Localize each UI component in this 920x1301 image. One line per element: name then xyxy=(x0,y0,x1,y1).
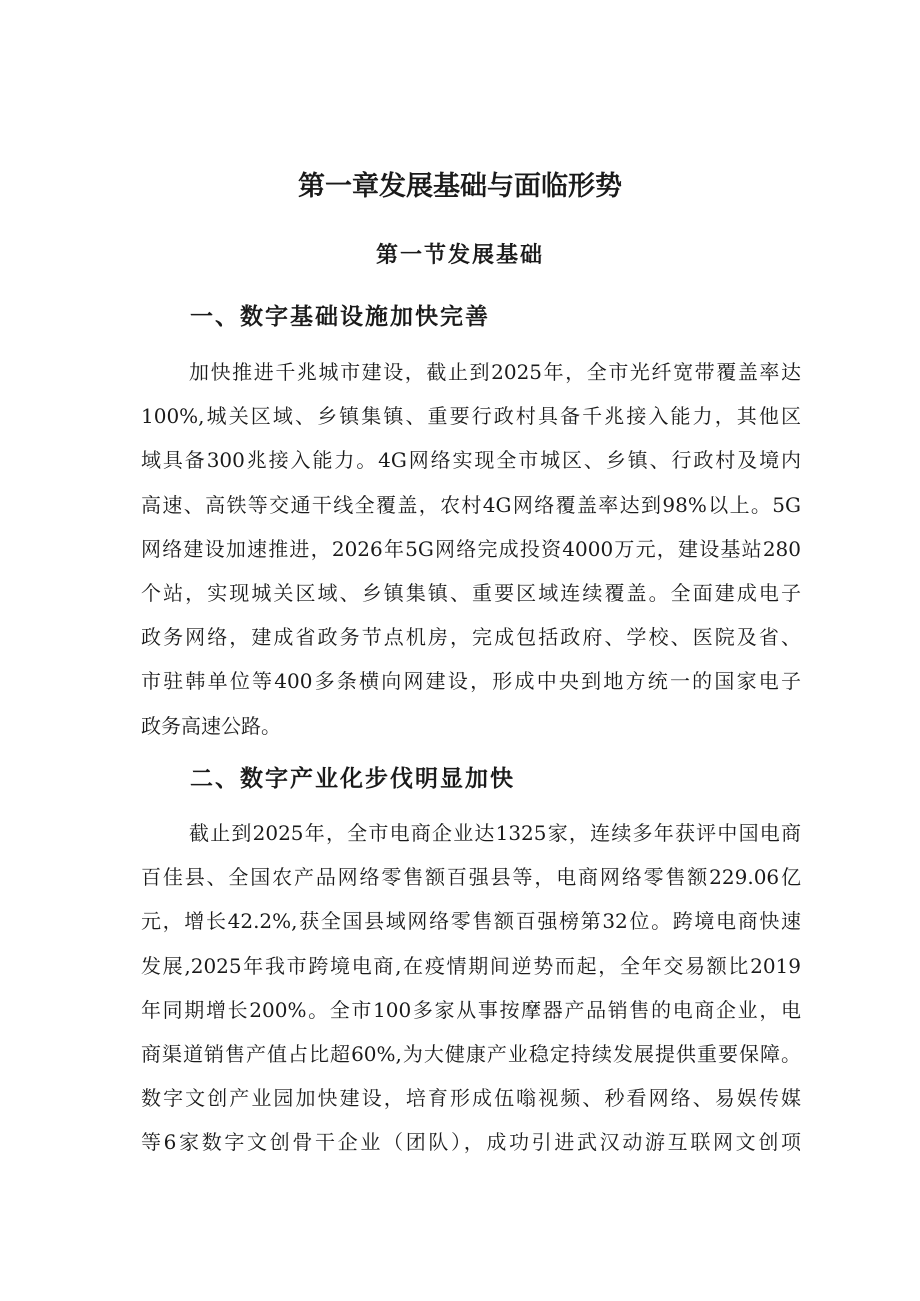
paragraph-line: 市驻韩单位等400多条横向网建设，形成中央到地方统一的国家电子 xyxy=(141,669,801,694)
paragraph-line: 年同期增长200%。全市100多家从事按摩器产品销售的电商企业，电 xyxy=(141,997,801,1022)
paragraph-line: 发展,2025年我市跨境电商,在疫情期间逆势而起，全年交易额比2019 xyxy=(141,953,801,978)
paragraph-line: 域具备300兆接入能力。4G网络实现全市城区、乡镇、行政村及境内 xyxy=(141,448,801,473)
paragraph-line: 政务网络，建成省政务节点机房，完成包括政府、学校、医院及省、 xyxy=(141,625,801,650)
paragraph-line: 数字文创产业园加快建设，培育形成伍嗡视频、秒看网络、易娱传媒 xyxy=(141,1086,801,1111)
paragraph-line: 元，增长42.2%,获全国县域网络零售额百强榜第32位。跨境电商快速 xyxy=(141,909,801,934)
chapter-title: 第一章发展基础与面临形势 xyxy=(298,171,622,202)
paragraph-line: 百佳县、全国农产品网络零售额百强县等，电商网络零售额229.06亿 xyxy=(141,865,801,890)
paragraph-infrastructure xyxy=(141,350,801,748)
paragraph-line: 网络建设加速推进，2026年5G网络完成投资4000万元，建设基站280 xyxy=(141,536,801,561)
subsection-heading-1: 一、数字基础设施加快完善 xyxy=(190,303,490,330)
paragraph-line: 加快推进千兆城市建设，截止到2025年，全市光纤宽带覆盖率达 xyxy=(189,360,801,384)
subsection-heading-2: 二、数字产业化步伐明显加快 xyxy=(190,765,515,792)
section-title: 第一节发展基础 xyxy=(375,242,544,268)
paragraph-line: 100%,城关区域、乡镇集镇、重要行政村具备千兆接入能力，其他区 xyxy=(141,404,801,429)
paragraph-line: 商渠道销售产值占比超60%,为大健康产业稳定持续发展提供重要保障。 xyxy=(141,1042,801,1067)
paragraph-line: 高速、高铁等交通干线全覆盖，农村4G网络覆盖率达到98%以上。5G xyxy=(141,492,801,517)
paragraph-line: 个站，实现城关区域、乡镇集镇、重要区域连续覆盖。全面建成电子 xyxy=(141,581,801,606)
paragraph-digital-industry xyxy=(141,811,801,1165)
paragraph-line: 政务高速公路。 xyxy=(141,713,281,738)
paragraph-line: 截止到2025年，全市电商企业达1325家，连续多年获评中国电商 xyxy=(189,821,801,845)
paragraph-line: 等6家数字文创骨干企业（团队），成功引进武汉动游互联网文创项 xyxy=(141,1130,801,1155)
